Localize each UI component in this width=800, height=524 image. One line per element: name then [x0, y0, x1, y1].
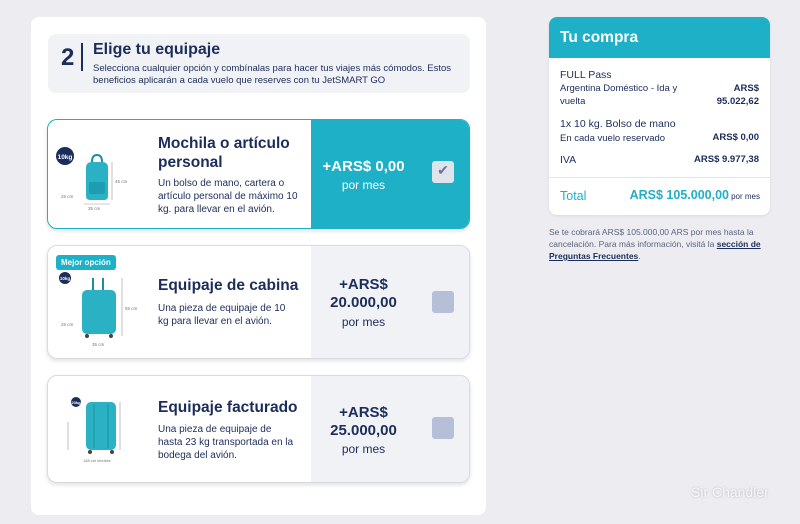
cabin-suitcase-icon — [56, 272, 146, 352]
checked-suitcase-icon — [56, 392, 146, 472]
route-label: Argentina Doméstico - Ida y vuelta — [560, 83, 678, 107]
note-text: Se te cobrará ARS$ 105.000,00 ARS por mes hasta la cancelación. Para más información, visitá la — [549, 227, 754, 249]
svg-text:10kg: 10kg — [57, 154, 73, 161]
total-label: Total — [560, 189, 587, 203]
option-personal-item[interactable] — [47, 119, 470, 229]
price-panel[interactable] — [311, 120, 469, 228]
bag-value: ARS$ 0,00 — [712, 132, 759, 143]
svg-text:35 cm: 35 cm — [88, 206, 101, 211]
route-value: 95.022,62 — [716, 96, 759, 107]
note-end: . — [638, 251, 641, 261]
total-value: ARS$ 105.000,00 — [629, 188, 729, 202]
checkmark-icon: ✔ — [437, 162, 449, 178]
option-price: +ARS$ 25.000,00 — [330, 404, 397, 439]
billing-note — [549, 226, 769, 262]
option-description: Un bolso de mano, cartera o artículo personal de máximo 10 kg. para llevar en el avión. — [158, 178, 298, 215]
svg-text:158 cm lineales: 158 cm lineales — [83, 458, 111, 463]
step-description: Selecciona cualquier opción y combínalas para hacer tus viajes más cómodos. Estos beneficios aplicarán a cada vuelo que reserves con tu JetSMART GO — [93, 63, 452, 86]
option-description: Una pieza de equipaje de hasta 23 kg transportada en la bodega del avión. — [158, 424, 294, 461]
svg-text:10kg: 10kg — [59, 276, 71, 281]
purchase-summary — [549, 17, 770, 215]
best-option-badge: Mejor opción — [56, 255, 116, 270]
watermark: Sir Chandler — [691, 484, 769, 500]
option-period: por mes — [341, 442, 386, 456]
iva-value: ARS$ 9.977,38 — [694, 154, 759, 165]
option-title: Mochila o artículo personal — [158, 135, 290, 171]
step-divider — [81, 43, 83, 71]
iva-label: IVA — [560, 154, 577, 166]
svg-text:55 cm: 55 cm — [125, 306, 138, 311]
option-period: por mes — [341, 315, 386, 329]
price-panel[interactable] — [311, 376, 469, 482]
svg-text:25 cm: 25 cm — [61, 194, 74, 199]
option-checkbox[interactable] — [432, 291, 454, 313]
option-price: +ARS$ 0,00 — [322, 158, 405, 175]
option-checkbox[interactable] — [432, 417, 454, 439]
svg-text:23kg: 23kg — [71, 400, 81, 405]
option-title: Equipaje facturado — [158, 399, 298, 416]
step-number: 2 — [61, 44, 75, 71]
svg-text:45 cm: 45 cm — [115, 179, 128, 184]
pass-name: FULL Pass — [560, 69, 612, 81]
option-checkbox[interactable] — [432, 161, 454, 183]
bag-label: En cada vuelo reservado — [560, 133, 666, 144]
option-title: Equipaje de cabina — [158, 277, 299, 294]
backpack-icon — [56, 132, 146, 212]
svg-text:25 cm: 25 cm — [61, 322, 74, 327]
summary-title: Tu compra — [549, 17, 770, 58]
price-panel[interactable] — [311, 246, 469, 358]
option-cabin-bag[interactable] — [47, 245, 470, 359]
step-header — [48, 34, 470, 93]
summary-divider — [549, 177, 770, 178]
step-title: Elige tu equipaje — [93, 41, 221, 58]
svg-text:35 cm: 35 cm — [92, 342, 105, 347]
option-period: por mes — [341, 178, 386, 192]
route-currency: ARS$ — [733, 83, 759, 94]
total-period: por mes — [731, 192, 760, 201]
bag-title: 1x 10 kg. Bolso de mano — [560, 118, 676, 130]
option-price: +ARS$ 20.000,00 — [330, 276, 397, 311]
faq-link[interactable]: sección de Preguntas Frecuentes — [549, 239, 761, 261]
option-description: Una pieza de equipaje de 10 kg para llevar en el avión. — [158, 303, 286, 327]
option-checked-bag[interactable] — [47, 375, 470, 483]
baggage-selection-card — [31, 17, 486, 515]
